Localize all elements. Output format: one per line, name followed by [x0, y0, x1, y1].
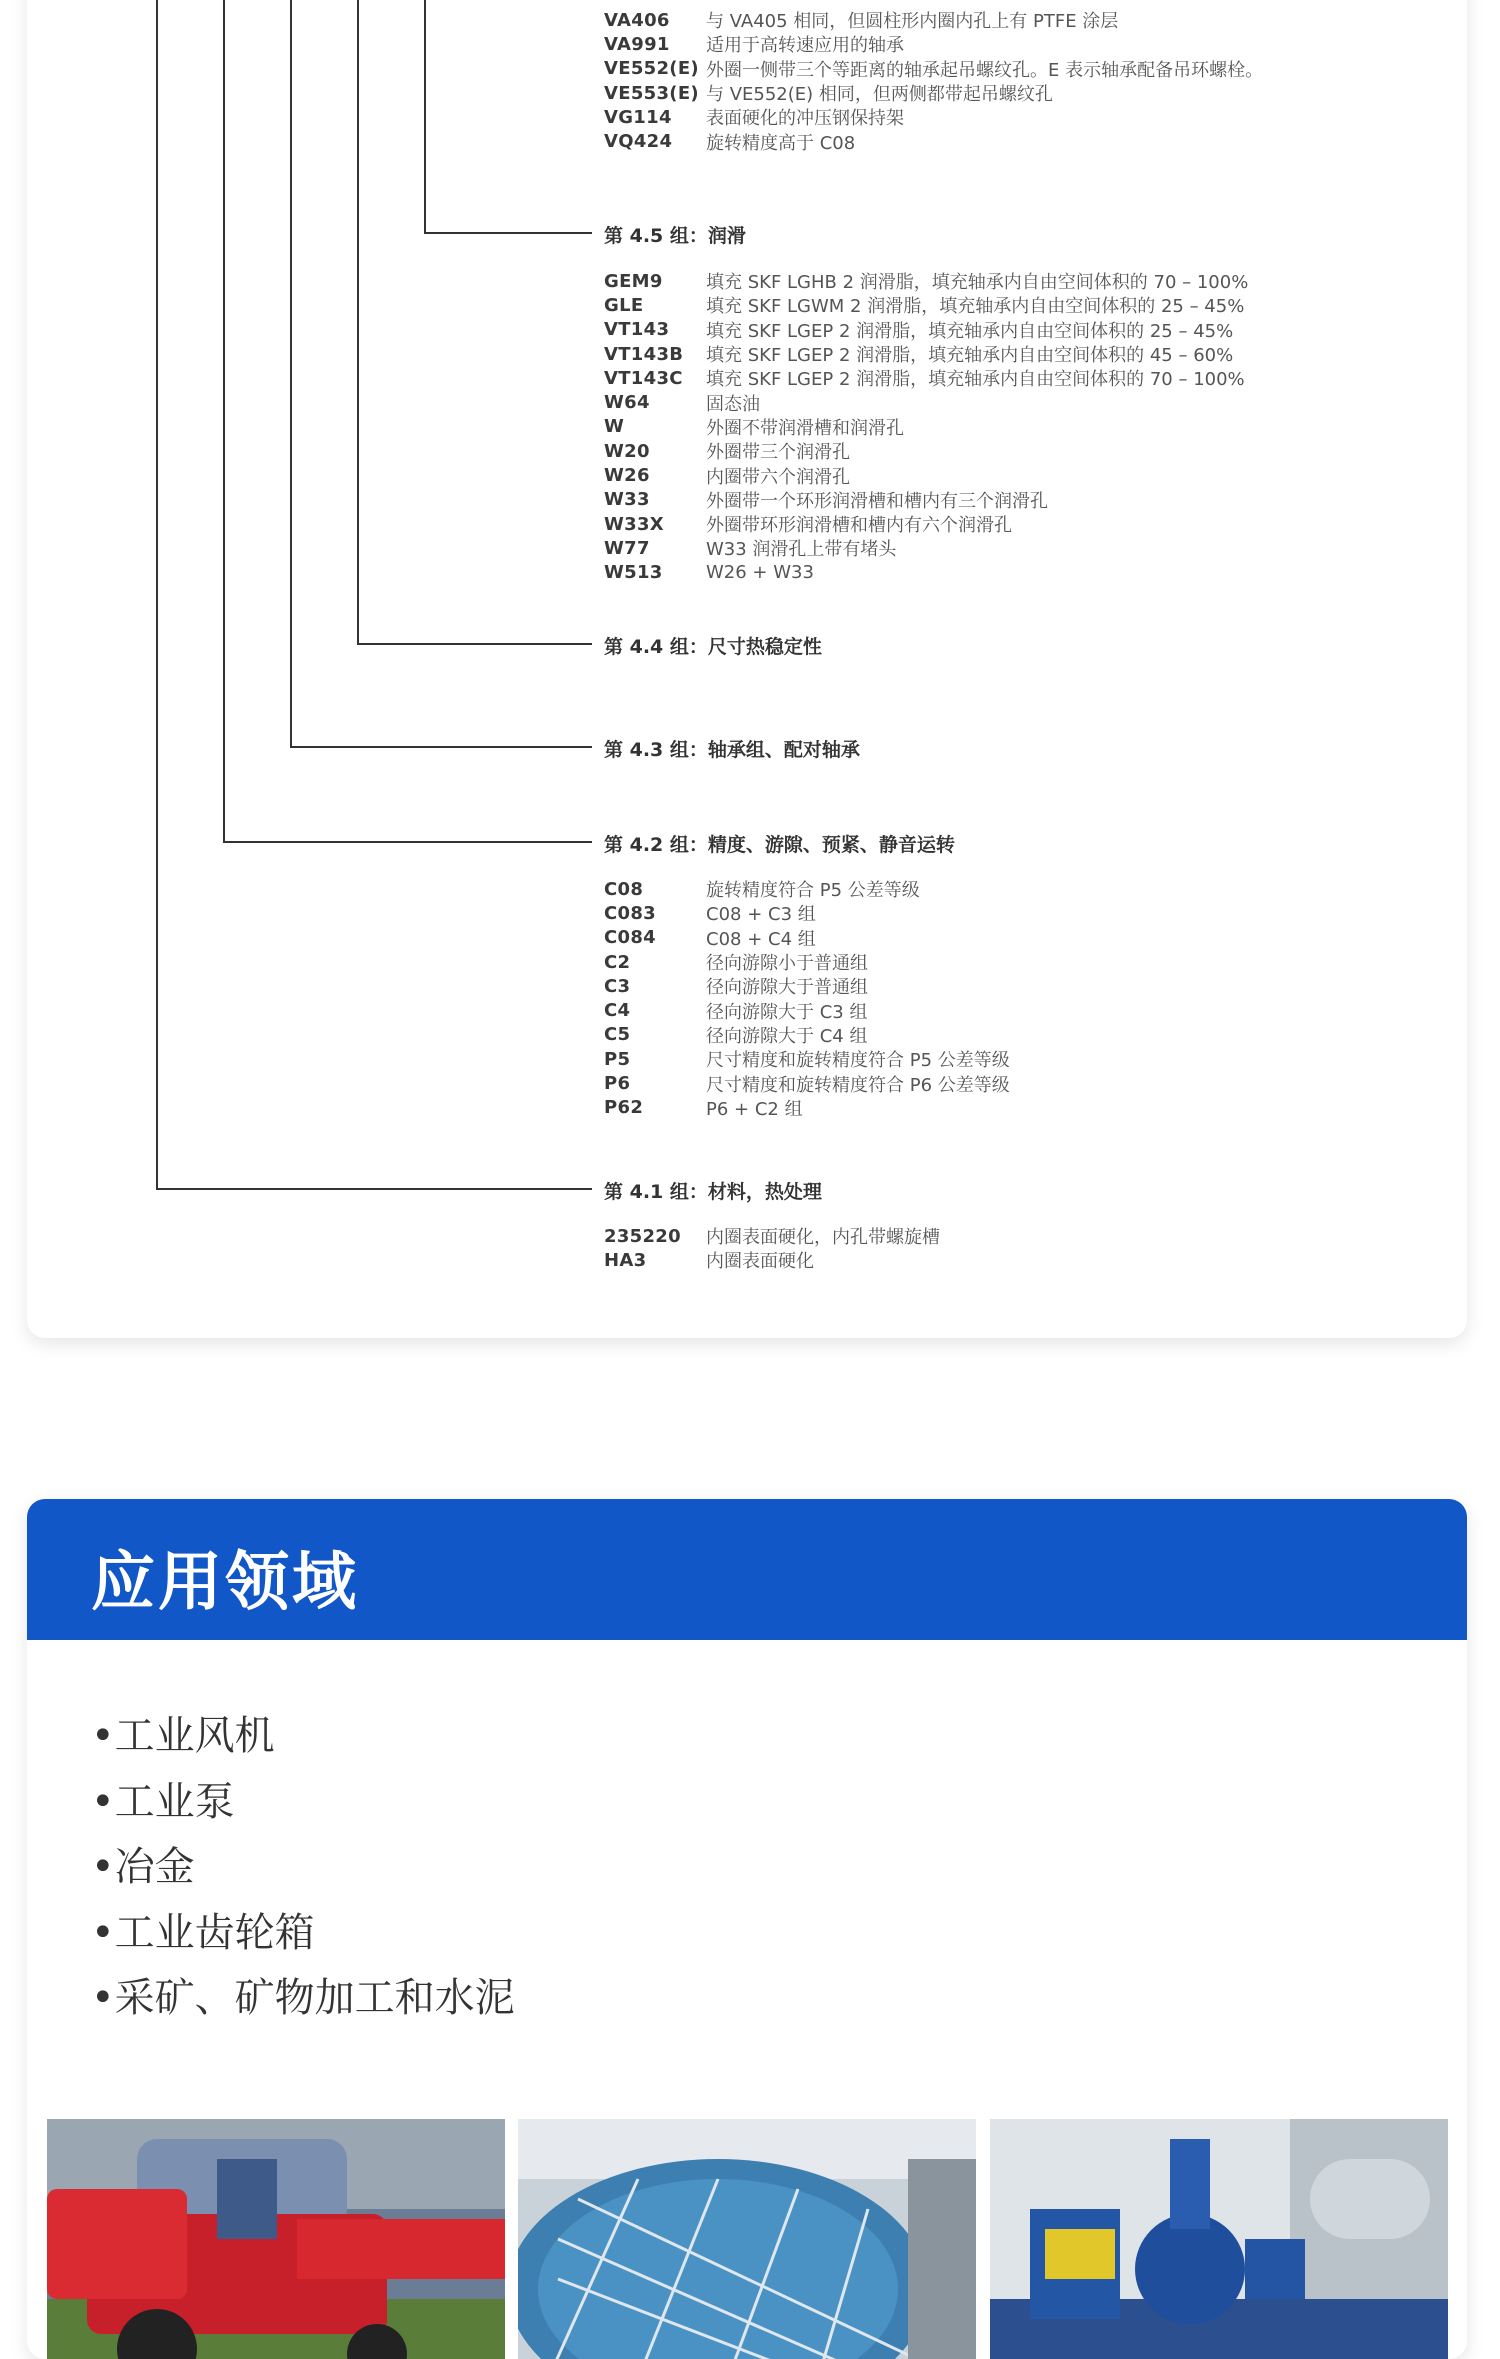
g46-list: [604, 8, 1263, 154]
list-item: GLE 填充 SKF LGWM 2 润滑脂，填充轴承内自由空间体积的 25 – 45%: [604, 294, 1245, 318]
list-item: W26 内圈带六个润滑孔: [604, 465, 850, 488]
application-item: •冶金: [91, 1844, 195, 1890]
list-item: VE553(E) 与 VE552(E) 相同，但两侧都带起吊螺纹孔: [604, 82, 1053, 106]
list-item: P62 P6 + C2 组: [604, 1097, 803, 1120]
g42-list: [604, 877, 1010, 1120]
list-item: C08 旋转精度符合 P5 公差等级: [604, 878, 920, 902]
application-item: •工业泵: [91, 1778, 235, 1825]
applications-card: [27, 1499, 1467, 2359]
connector-g41: [156, 1188, 592, 1190]
list-item: HA3 内圈表面硬化: [604, 1249, 814, 1273]
tree-line-g44: [290, 0, 292, 748]
designation-card: [27, 0, 1467, 1338]
list-item: VT143C 填充 SKF LGEP 2 润滑脂，填充轴承内自由空间体积的 70 – 100%: [604, 367, 1245, 391]
applications-list: [91, 1704, 515, 2032]
list-item: W33X 外圈带环形润滑槽和槽内有六个润滑孔: [604, 513, 1012, 537]
tree-line-g46: [424, 0, 426, 234]
list-item: VE552(E) 外圈一侧带三个等距离的轴承起吊螺纹孔。E 表示轴承配备吊环螺栓。: [604, 58, 1264, 81]
tree-line-g45: [357, 0, 359, 645]
list-item: W33 外圈带一个环形润滑槽和槽内有三个润滑孔: [604, 489, 1048, 512]
list-item: C4 径向游隙大于 C3 组: [604, 1000, 868, 1023]
connector-g44: [357, 643, 592, 645]
list-item: C3 径向游隙大于普通组: [604, 975, 868, 999]
list-item: W64 固态油: [604, 392, 760, 415]
list-item: VA991 适用于高转速应用的轴承: [604, 33, 904, 57]
application-item: •采矿、矿物加工和水泥: [91, 1975, 515, 2021]
list-item: W77 W33 润滑孔上带有堵头: [604, 537, 897, 561]
list-item: W513 W26 + W33: [604, 562, 814, 584]
g45-list: [604, 269, 1248, 585]
connector-g43: [290, 746, 592, 748]
connector-g42: [223, 841, 592, 843]
group-title-4-1: 第 4.1 组：材料，热处理: [604, 1181, 822, 1203]
tree-line-g43: [223, 0, 225, 843]
list-item: VT143 填充 SKF LGEP 2 润滑脂，填充轴承内自由空间体积的 25 – 45%: [604, 319, 1234, 342]
list-item: 235220 内圈表面硬化，内孔带螺旋槽: [604, 1225, 940, 1249]
list-item: W20 外圈带三个润滑孔: [604, 440, 850, 464]
list-item: C083 C08 + C3 组: [604, 902, 816, 926]
group-title-4-4: 第 4.4 组：尺寸热稳定性: [604, 636, 822, 658]
photo-lawn-mower: [47, 2119, 505, 2359]
list-item: C5 径向游隙大于 C4 组: [604, 1024, 868, 1047]
group-title-4-5: 第 4.5 组：润滑: [604, 225, 746, 247]
g41-list: [604, 1224, 940, 1273]
group-title-4-3: 第 4.3 组：轴承组、配对轴承: [604, 739, 860, 761]
list-item: VT143B 填充 SKF LGEP 2 润滑脂，填充轴承内自由空间体积的 45 – 60%: [604, 343, 1234, 367]
list-item: GEM9 填充 SKF LGHB 2 润滑脂，填充轴承内自由空间体积的 70 – 100%: [604, 270, 1249, 294]
applications-banner: [27, 1499, 1467, 1640]
tree-line-g42: [156, 0, 158, 1190]
list-item: P5 尺寸精度和旋转精度符合 P5 公差等级: [604, 1048, 1010, 1072]
list-item: W 外圈不带润滑槽和润滑孔: [604, 416, 904, 439]
list-item: VA406 与 VA405 相同，但圆柱形内圈内孔上有 PTFE 涂层: [604, 9, 1119, 33]
application-item: •工业齿轮箱: [91, 1909, 315, 1956]
group-title-4-2: 第 4.2 组：精度、游隙、预紧、静音运转: [604, 834, 955, 856]
list-item: C084 C08 + C4 组: [604, 927, 816, 950]
photo-industrial-pump: [990, 2119, 1448, 2359]
photo-industrial-fan: [518, 2119, 976, 2359]
list-item: C2 径向游隙小于普通组: [604, 951, 868, 975]
list-item: VQ424 旋转精度高于 C08: [604, 131, 856, 154]
section-title: 应用领域: [91, 1546, 359, 1620]
connector-g45: [424, 232, 592, 234]
list-item: P6 尺寸精度和旋转精度符合 P6 公差等级: [604, 1073, 1010, 1096]
application-item: •工业风机: [91, 1713, 275, 1759]
list-item: VG114 表面硬化的冲压钢保持架: [604, 106, 904, 130]
